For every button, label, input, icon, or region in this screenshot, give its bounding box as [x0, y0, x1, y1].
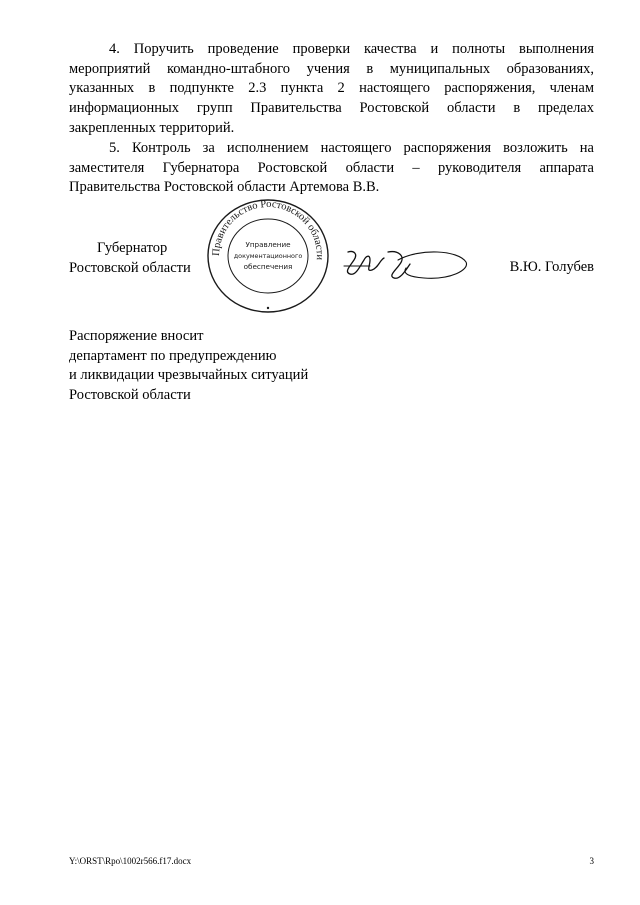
submitter-line2: департамент по предупреждению	[69, 347, 277, 364]
signatory-name: В.Ю. Голубев	[509, 259, 594, 275]
seal-outer-text: Правительство Ростовской области	[210, 198, 326, 261]
submitter-line3: и ликвидации чрезвычайных ситуаций	[69, 367, 309, 383]
signatory-title-line2: Ростовской области	[69, 259, 191, 276]
page-number: 3	[589, 856, 594, 866]
submitter-block	[69, 327, 308, 405]
seal-inner-line3: обеспечения	[243, 262, 293, 271]
official-seal-stamp	[204, 197, 332, 315]
handwritten-signature	[340, 246, 470, 284]
paragraph-5	[69, 139, 594, 198]
footer-file-path: Y:\ORST\Rpo\1002r566.f17.docx	[69, 856, 192, 866]
paragraph-5-text: 5. Контроль за исполнением настоящего распоряжения возложить на заместителя Губернатора Ростовской области – руководителя аппарата Правительства Ростовской области Артемова В.В.	[69, 140, 594, 196]
submitter-line1: Распоряжение вносит	[69, 328, 204, 344]
paragraph-4-text: 4. Поручить проведение проверки качества и полноты выполнения мероприятий командно-штабного учения в муниципальных образованиях, указанных в подпункте 2.3 пункта 2 настоящего распоряжения, членам информационных групп Правительства Ростовской области в пределах закрепленных территорий.	[69, 41, 594, 136]
paragraph-4	[69, 40, 594, 139]
submitter-line4: Ростовской области	[69, 386, 191, 403]
signatory-title	[69, 239, 191, 278]
seal-inner-line1: Управление	[245, 240, 291, 249]
seal-inner-line2: документационного	[233, 252, 303, 260]
signatory-title-line1: Губернатор	[97, 240, 168, 256]
